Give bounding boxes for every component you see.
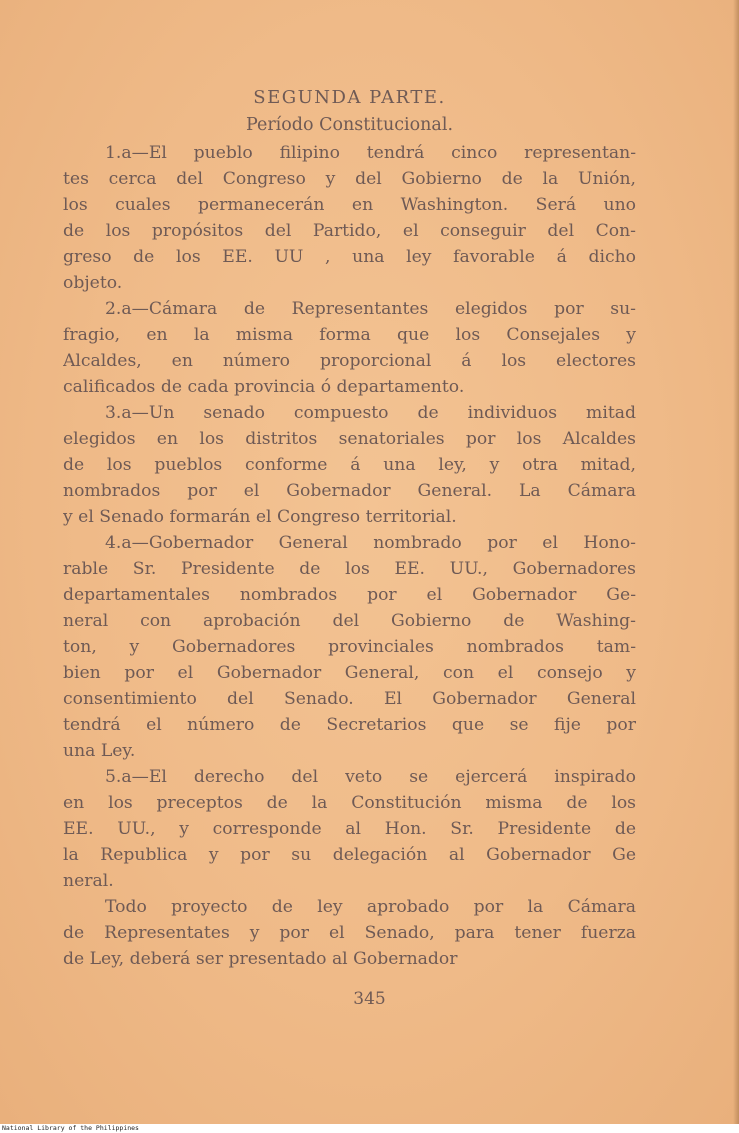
paragraph: [63, 140, 636, 296]
text-line: Alcaldes, en número proporcional á los electores: [63, 351, 636, 371]
text-line: Todo proyecto de ley aprobado por la Cámara: [105, 897, 636, 917]
page-text: [63, 84, 636, 972]
section-heading: SEGUNDA PARTE.: [253, 87, 446, 108]
text-line: los cuales permanecerán en Washington. Será uno: [63, 195, 636, 215]
paragraph-list: [63, 140, 636, 972]
paragraph: [63, 400, 636, 530]
paragraph: [63, 530, 636, 764]
text-line: bien por el Gobernador General, con el consejo y: [63, 663, 636, 683]
text-line: una Ley.: [63, 741, 136, 761]
text-line: neral con aprobación del Gobierno de Washing-: [63, 611, 636, 631]
text-line: 5.a—El derecho del veto se ejercerá inspirado: [105, 767, 636, 787]
text-line: neral.: [63, 871, 114, 891]
text-line: tendrá el número de Secretarios que se fije por: [63, 715, 636, 735]
text-line: calificados de cada provincia ó departamento.: [63, 377, 465, 397]
section-subheading: Período Constitucional.: [245, 115, 454, 135]
text-line: y el Senado formarán el Congreso territorial.: [63, 507, 457, 527]
text-line: ton, y Gobernadores provinciales nombrados tam-: [63, 637, 636, 657]
paragraph: [63, 764, 636, 894]
text-line: de los propósitos del Partido, el conseguir del Con-: [63, 221, 636, 241]
text-line: en los preceptos de la Constitución misma de los: [63, 793, 636, 813]
page-number: 345: [353, 989, 386, 1009]
text-line: objeto.: [63, 273, 123, 293]
library-credit: National Library of the Philippines: [2, 1124, 139, 1132]
text-line: de los pueblos conforme á una ley, y otra mitad,: [63, 455, 636, 475]
text-line: departamentales nombrados por el Gobernador Ge-: [63, 585, 636, 605]
text-line: tes cerca del Congreso y del Gobierno de la Unión,: [63, 169, 636, 189]
text-line: EE. UU., y corresponde al Hon. Sr. Presidente de: [63, 819, 636, 839]
paragraph: [63, 296, 636, 400]
text-line: la Republica y por su delegación al Gobernador Ge: [63, 845, 636, 865]
text-line: fragio, en la misma forma que los Consejales y: [63, 325, 636, 345]
text-line: 3.a—Un senado compuesto de individuos mitad: [105, 403, 636, 423]
text-line: de Ley, deberá ser presentado al Gobernador: [63, 949, 458, 969]
text-line: 4.a—Gobernador General nombrado por el Hono-: [105, 533, 636, 553]
text-line: elegidos en los distritos senatoriales por los Alcaldes: [63, 429, 636, 449]
text-line: nombrados por el Gobernador General. La Cámara: [63, 481, 636, 501]
text-line: rable Sr. Presidente de los EE. UU., Gobernadores: [63, 559, 636, 579]
text-line: consentimiento del Senado. El Gobernador General: [63, 689, 636, 709]
text-line: 2.a—Cámara de Representantes elegidos por su-: [105, 299, 636, 319]
paragraph: [63, 894, 636, 972]
text-line: greso de los EE. UU , una ley favorable á dicho: [63, 247, 636, 267]
text-line: de Representates y por el Senado, para tener fuerza: [63, 923, 636, 943]
text-line: 1.a—El pueblo filipino tendrá cinco representan-: [105, 143, 636, 163]
